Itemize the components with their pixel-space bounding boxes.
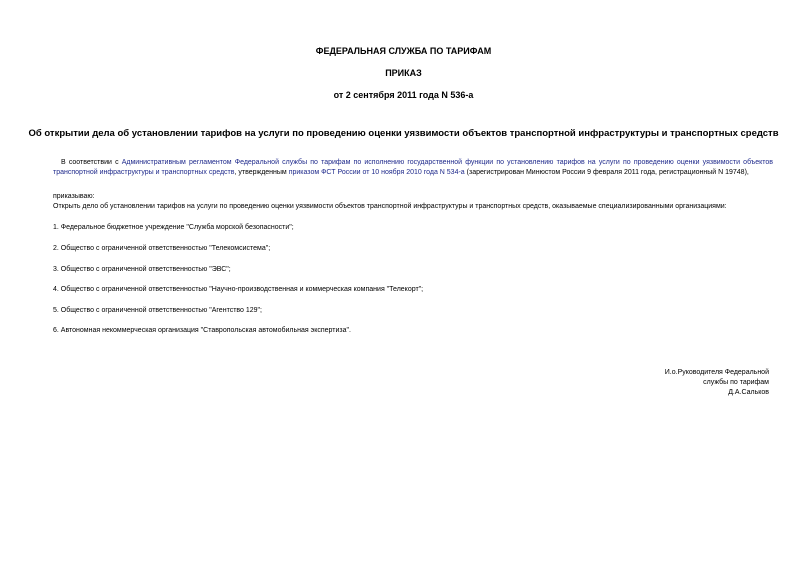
list-item: 2. Общество с ограниченной ответственностью "Телекомсистема"; [53,245,271,252]
order-link[interactable]: приказом ФСТ России от 10 ноября 2010 года N 534-а [288,169,465,176]
list-item: 5. Общество с ограниченной ответственностью "Агентство 129"; [53,307,262,314]
signature-position-line2: службы по тарифам [703,379,769,386]
list-item: 4. Общество с ограниченной ответственностью "Научно-производственная и коммерческая компания "Телекорт"; [53,286,424,293]
agency-name: ФЕДЕРАЛЬНАЯ СЛУЖБА ПО ТАРИФАМ [315,46,492,56]
document-title: Об открытии дела об установлении тарифов на услуги по проведению оценки уязвимости объектов транспортной инфраструктуры и транспортных средств [28,128,779,139]
document-date-number: от 2 сентября 2011 года N 536-а [333,90,474,100]
signature-position-line1: И.о.Руководителя Федеральной [664,369,769,376]
list-item: 6. Автономная некоммерческая организация "Ставропольская автомобильная экспертиза". [53,327,351,334]
document-type: ПРИКАЗ [385,68,422,78]
preamble-suffix: (зарегистрирован Минюстом России 9 февраля 2011 года, регистрационный N 19748), [464,169,749,176]
order-word: приказываю: [53,193,95,200]
preamble-middle: , утвержденным [234,169,289,176]
preamble-prefix: В соответствии с [61,159,122,166]
list-item: 1. Федеральное бюджетное учреждение "Служба морской безопасности"; [53,224,294,231]
signature-name: Д.А.Сальков [728,389,769,396]
preamble-paragraph [53,158,773,178]
regulation-link[interactable]: Административным регламентом Федеральной службы по тарифам по исполнению государственной функции по установлению тарифов на услуги по проведению оценки уязвимости объектов транспортной инфраструктуры и транспортных средств [53,159,773,176]
list-item: 3. Общество с ограниченной ответственностью "ЭВС"; [53,266,231,273]
order-text: Открыть дело об установлении тарифов на услуги по проведению оценки уязвимости объектов транспортной инфраструктуры и транспортных средств, оказываемые специализированными организациями: [53,203,727,210]
